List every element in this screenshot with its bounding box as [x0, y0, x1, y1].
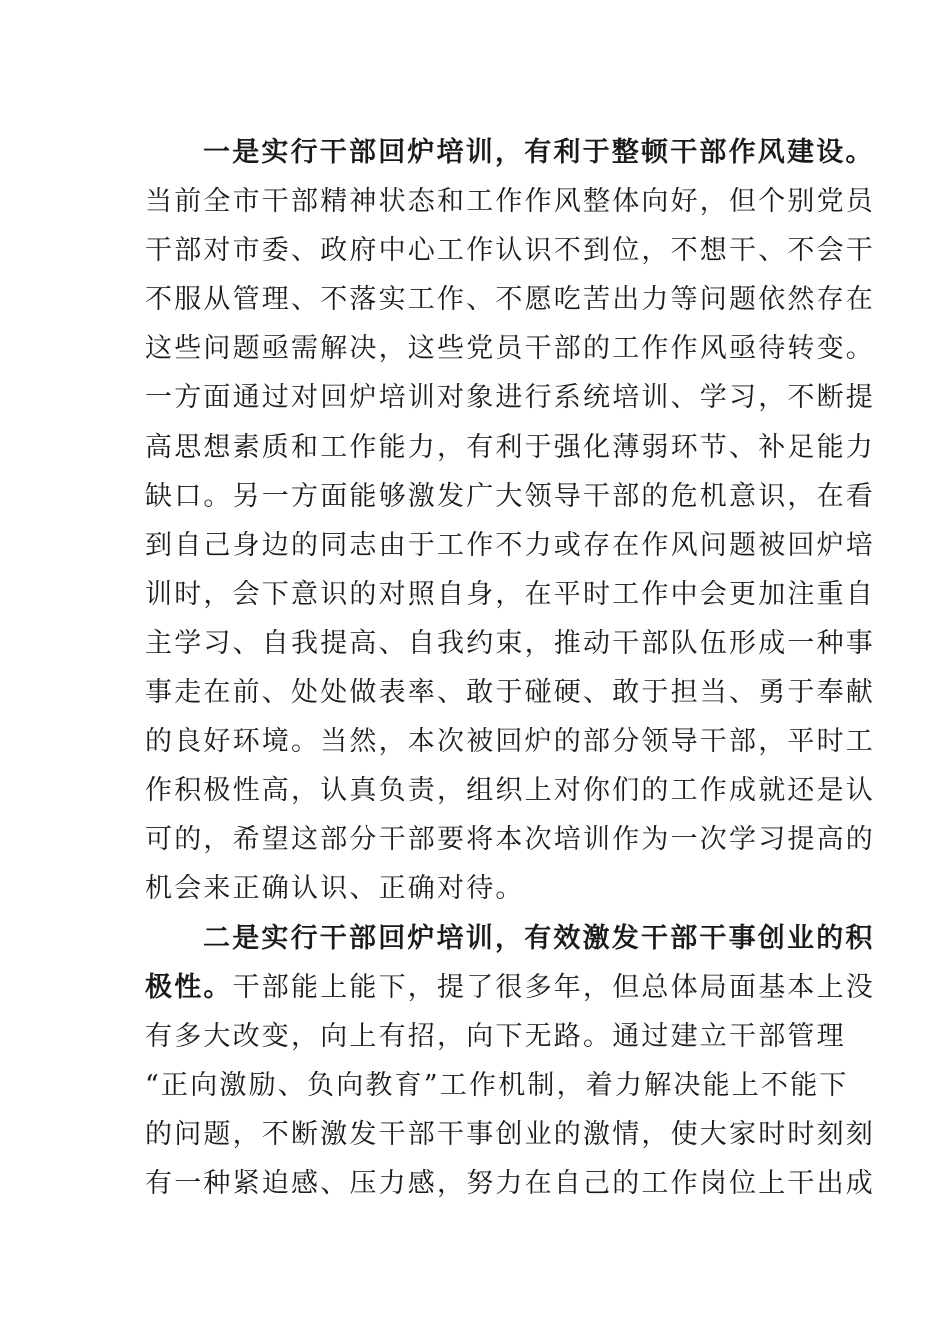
paragraph-1 [145, 128, 875, 914]
text-line [145, 570, 875, 619]
line-text: 的问题，不断激发干部干事创业的激情，使大家时时刻刻 [145, 1118, 875, 1150]
text-line [145, 324, 875, 373]
bold-lead: 一是实行干部回炉培训，有利于整顿干部作风建设。 [203, 137, 875, 168]
line-text: 可的，希望这部分干部要将本次培训作为一次学习提高的 [145, 824, 875, 856]
document-body [145, 128, 876, 1208]
line-text: “正向激励、负向教育”工作机制，着力解决能上不能下 [145, 1069, 849, 1101]
line-text: 不服从管理、不落实工作、不愿吃苦出力等问题依然存在 [145, 284, 875, 316]
text-line [145, 963, 876, 1012]
text-line [145, 766, 875, 815]
text-line [145, 128, 875, 177]
line-text: 主学习、自我提高、自我约束，推动干部队伍形成一种事 [145, 627, 875, 659]
line-text: 缺口。另一方面能够激发广大领导干部的危机意识，在看 [145, 480, 875, 512]
text-line [145, 619, 875, 668]
line-text: 这些问题亟需解决，这些党员干部的工作作风亟待转变。 [145, 333, 875, 365]
text-line [145, 668, 875, 717]
text-line [145, 1159, 875, 1208]
line-text: 有多大改变，向上有招，向下无路。通过建立干部管理 [145, 1020, 846, 1052]
text-line [145, 472, 875, 521]
text-line [145, 717, 875, 766]
text-line [145, 815, 875, 864]
line-text: 作积极性高，认真负责，组织上对你们的工作成就还是认 [145, 775, 875, 807]
line-text: 干部能上能下，提了很多年，但总体局面基本上没 [232, 971, 876, 1003]
bold-lead: 二是实行干部回炉培训，有效激发干部干事创业的积 [203, 922, 875, 954]
paragraph-2 [145, 914, 876, 1209]
line-text: 有一种紧迫感、压力感，努力在自己的工作岗位上干出成 [145, 1167, 875, 1199]
text-line [145, 521, 875, 570]
line-text: 事走在前、处处做表率、敢于碰硬、敢于担当、勇于奉献 [145, 677, 875, 709]
line-text: 干部对市委、政府中心工作认识不到位，不想干、不会干 [145, 235, 875, 267]
text-line [145, 423, 875, 472]
text-line [145, 1012, 846, 1061]
line-text: 高思想素质和工作能力，有利于强化薄弱环节、补足能力 [145, 431, 875, 463]
text-line [145, 177, 875, 226]
text-line [145, 373, 875, 422]
bold-lead: 极性。 [145, 971, 233, 1003]
text-line [145, 914, 875, 963]
text-line [145, 1061, 849, 1110]
line-text: 的良好环境。当然，本次被回炉的部分领导干部，平时工 [145, 726, 875, 758]
line-text: 训时，会下意识的对照自身，在平时工作中会更加注重自 [145, 578, 875, 610]
text-line [145, 226, 875, 275]
line-text: 机会来正确认识、正确对待。 [145, 873, 525, 905]
line-text: 到自己身边的同志由于工作不力或存在作风问题被回炉培 [145, 529, 875, 561]
text-line [145, 1110, 875, 1159]
text-line [145, 864, 811, 913]
line-text: 当前全市干部精神状态和工作作风整体向好，但个别党员 [145, 186, 875, 218]
text-line [145, 275, 875, 324]
line-text: 一方面通过对回炉培训对象进行系统培训、学习，不断提 [145, 382, 875, 414]
